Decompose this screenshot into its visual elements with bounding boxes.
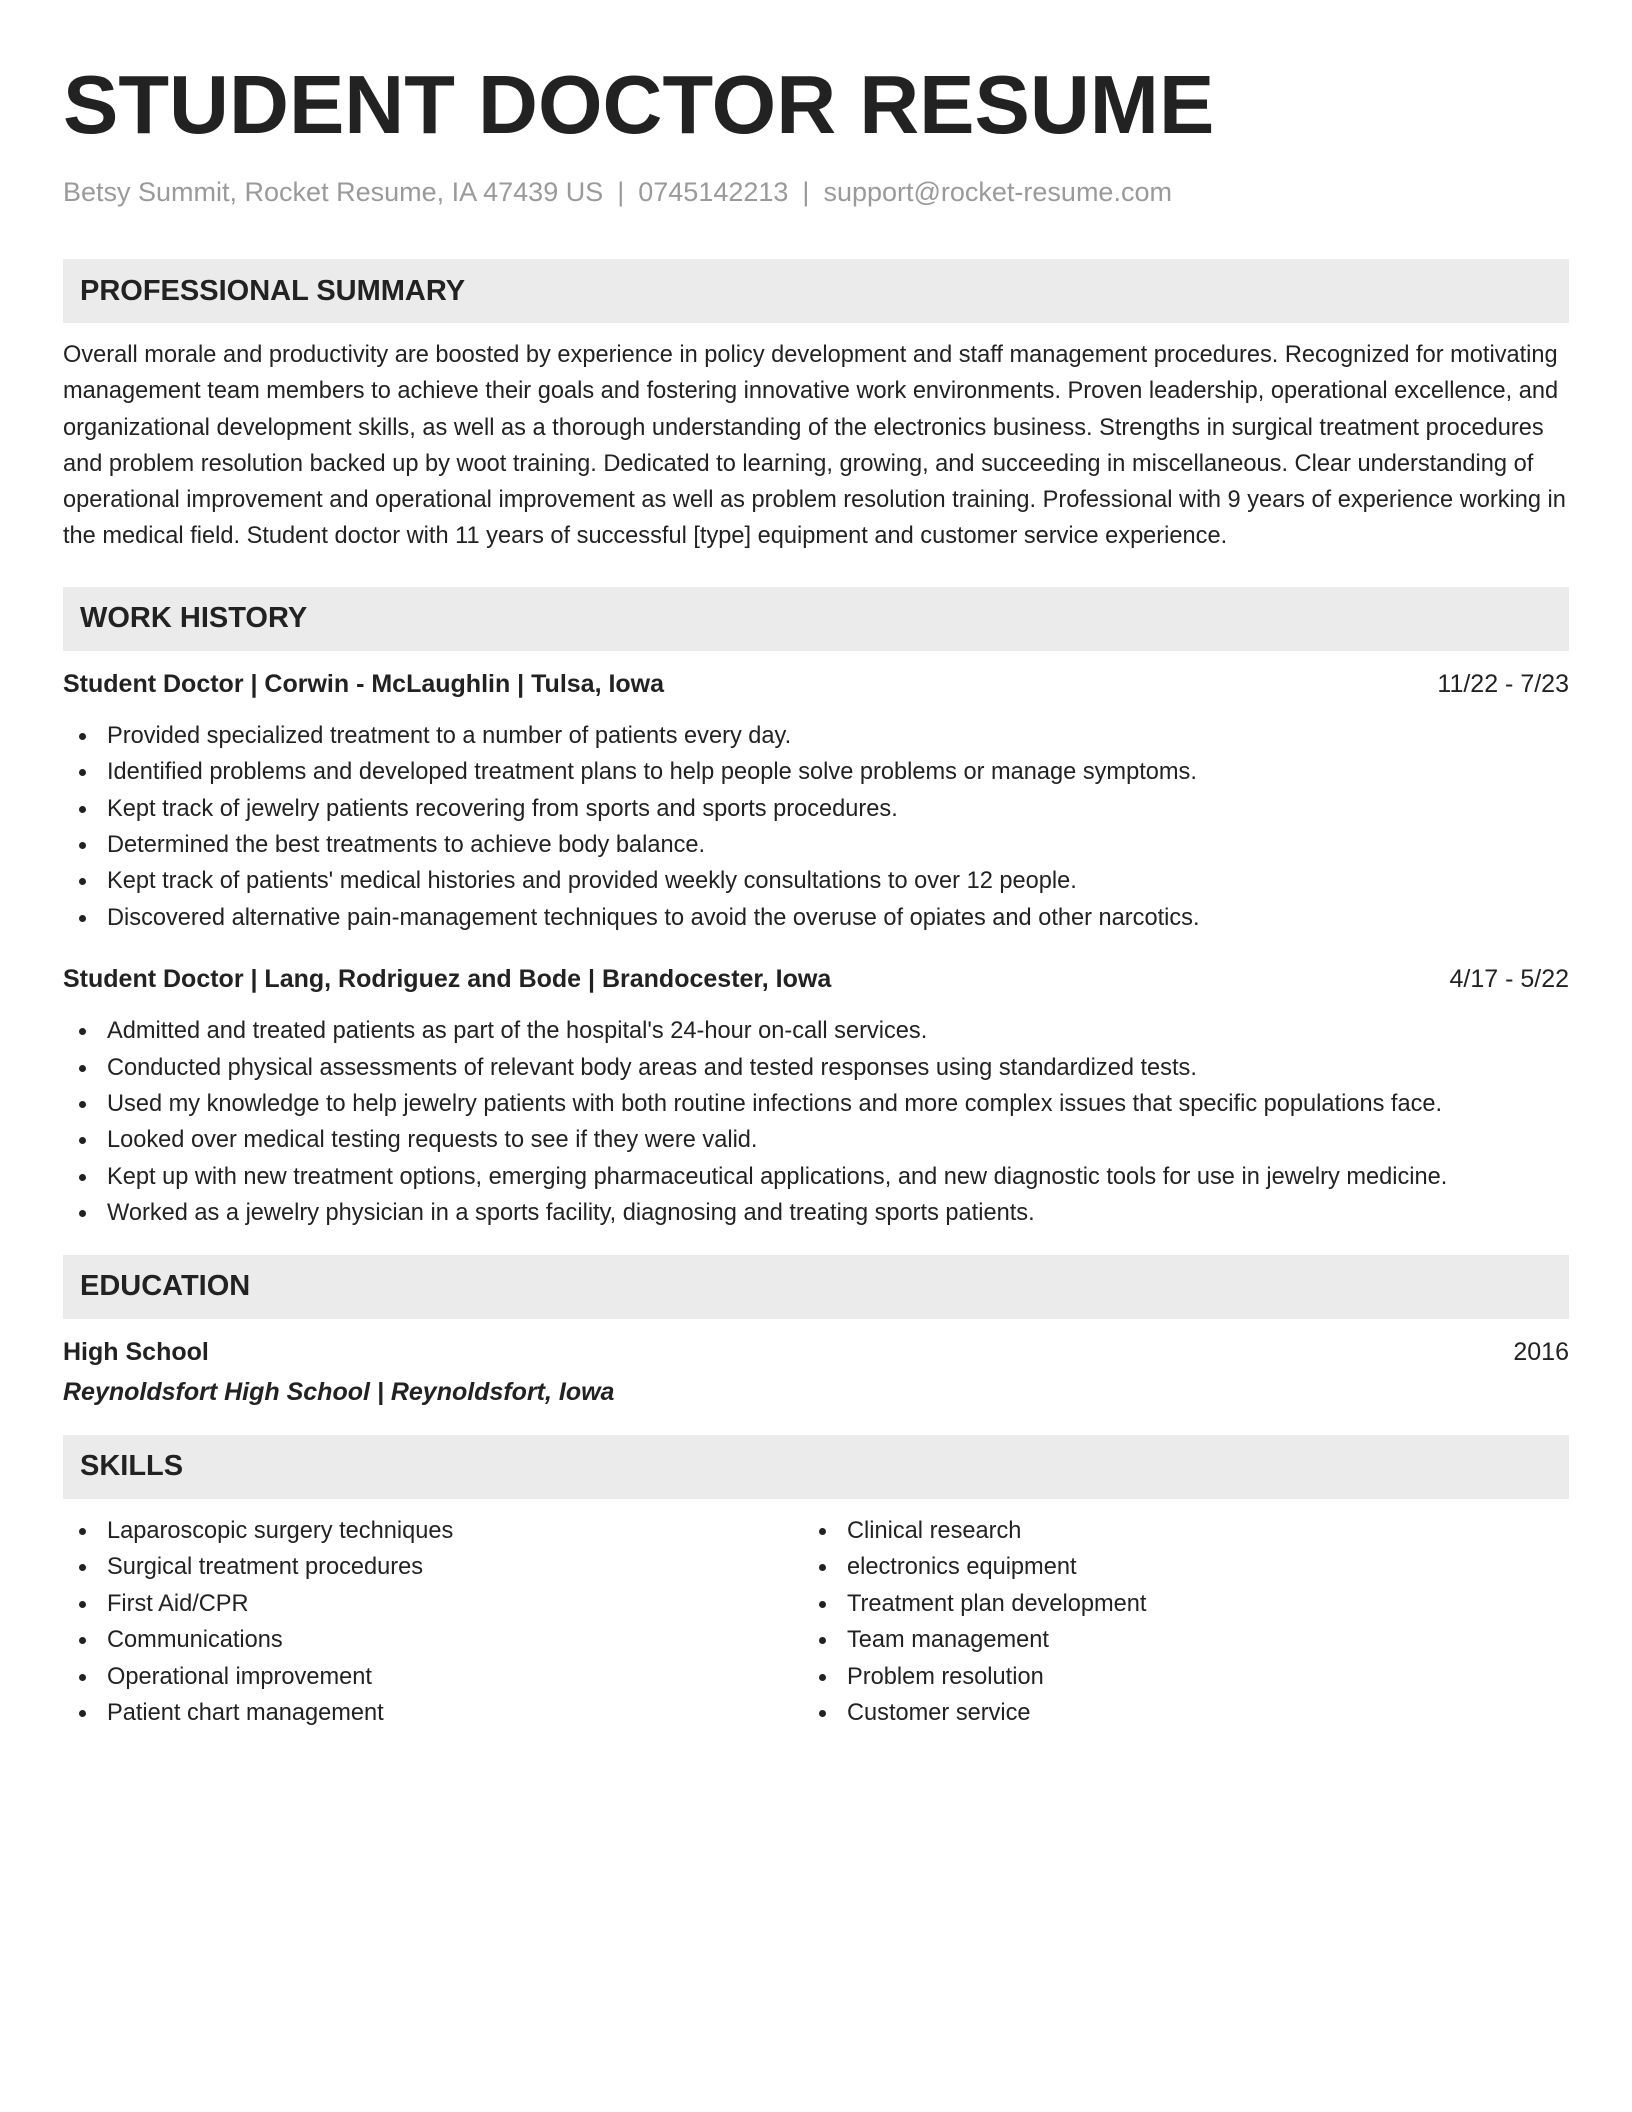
skill-item: Laparoscopic surgery techniques — [63, 1513, 803, 1550]
education-entry — [63, 1336, 1569, 1368]
job-dates: 11/22 - 7/23 — [1437, 669, 1569, 698]
contact-line — [63, 176, 1569, 208]
job-header — [63, 668, 1569, 700]
job-bullet: Looked over medical testing requests to see if they were valid. — [63, 1122, 1569, 1158]
contact-separator: | — [617, 177, 625, 207]
job-bullet: Kept track of patients' medical histories and provided weekly consultations to over 12 people. — [63, 863, 1569, 899]
contact-email: support@rocket-resume.com — [823, 177, 1172, 207]
skill-item: Clinical research — [803, 1513, 1543, 1550]
work-history-section-header: WORK HISTORY — [63, 587, 1569, 651]
education-section-header: EDUCATION — [63, 1255, 1569, 1319]
resume-title: STUDENT DOCTOR RESUME — [63, 58, 1215, 151]
education-year: 2016 — [1513, 1337, 1569, 1366]
skill-item: Customer service — [803, 1695, 1543, 1732]
contact-phone: 0745142213 — [638, 177, 789, 207]
job-bullet: Worked as a jewelry physician in a sports facility, diagnosing and treating sports patients. — [63, 1195, 1569, 1231]
job-bullet: Discovered alternative pain-management techniques to avoid the overuse of opiates and other narcotics. — [63, 900, 1569, 936]
education-school: Reynoldsfort High School | Reynoldsfort, Iowa — [63, 1377, 615, 1406]
skills-list-right — [803, 1513, 1543, 1732]
job-bullet-list — [63, 718, 1569, 936]
job-bullet: Admitted and treated patients as part of the hospital's 24-hour on-call services. — [63, 1013, 1569, 1049]
skill-item: Team management — [803, 1622, 1543, 1659]
job-bullet: Kept up with new treatment options, emerging pharmaceutical applications, and new diagnostic tools for use in jewelry medicine. — [63, 1159, 1569, 1195]
skills-columns — [63, 1513, 1569, 1732]
summary-text: Overall morale and productivity are boosted by experience in policy development and staff management procedures. Recognized for motivating management team members to achieve their goals and fostering innovative work environments. Proven leadership, operational excellence, and organizational development skills, as well as a thorough understanding of the electronics business. Strengths in surgical treatment procedures and problem resolution backed up by woot training. Dedicated to learning, growing, and succeeding in miscellaneous. Clear understanding of operational improvement and operational improvement as well as problem resolution training. Professional with 9 years of experience working in the medical field. Student doctor with 11 years of successful [type] equipment and customer service experience. — [63, 342, 1566, 550]
skill-item: First Aid/CPR — [63, 1586, 803, 1623]
skills-section-header: SKILLS — [63, 1435, 1569, 1499]
skill-item: electronics equipment — [803, 1549, 1543, 1586]
skill-item: Communications — [63, 1622, 803, 1659]
summary-section-header: PROFESSIONAL SUMMARY — [63, 259, 1569, 323]
job-bullet: Provided specialized treatment to a number of patients every day. — [63, 718, 1569, 754]
skill-item: Treatment plan development — [803, 1586, 1543, 1623]
job-title: Student Doctor | Lang, Rodriguez and Bode | Brandocester, Iowa — [63, 965, 832, 994]
job-bullet-list — [63, 1013, 1569, 1231]
job-header — [63, 963, 1569, 995]
job-bullet: Used my knowledge to help jewelry patients with both routine infections and more complex issues that specific populations face. — [63, 1086, 1569, 1122]
job-bullet: Conducted physical assessments of relevant body areas and tested responses using standardized tests. — [63, 1050, 1569, 1086]
contact-address: Betsy Summit, Rocket Resume, IA 47439 US — [63, 177, 604, 207]
job-bullet: Identified problems and developed treatment plans to help people solve problems or manage symptoms. — [63, 754, 1569, 790]
job-bullet: Kept track of jewelry patients recovering from sports and sports procedures. — [63, 791, 1569, 827]
skill-item: Operational improvement — [63, 1659, 803, 1696]
job-dates: 4/17 - 5/22 — [1449, 965, 1569, 994]
skill-item: Patient chart management — [63, 1695, 803, 1732]
contact-separator: | — [802, 177, 810, 207]
education-degree: High School — [63, 1337, 209, 1366]
skills-list-left — [63, 1513, 803, 1732]
skill-item: Surgical treatment procedures — [63, 1549, 803, 1586]
job-title: Student Doctor | Corwin - McLaughlin | Tulsa, Iowa — [63, 669, 665, 698]
job-bullet: Determined the best treatments to achieve body balance. — [63, 827, 1569, 863]
skill-item: Problem resolution — [803, 1659, 1543, 1696]
